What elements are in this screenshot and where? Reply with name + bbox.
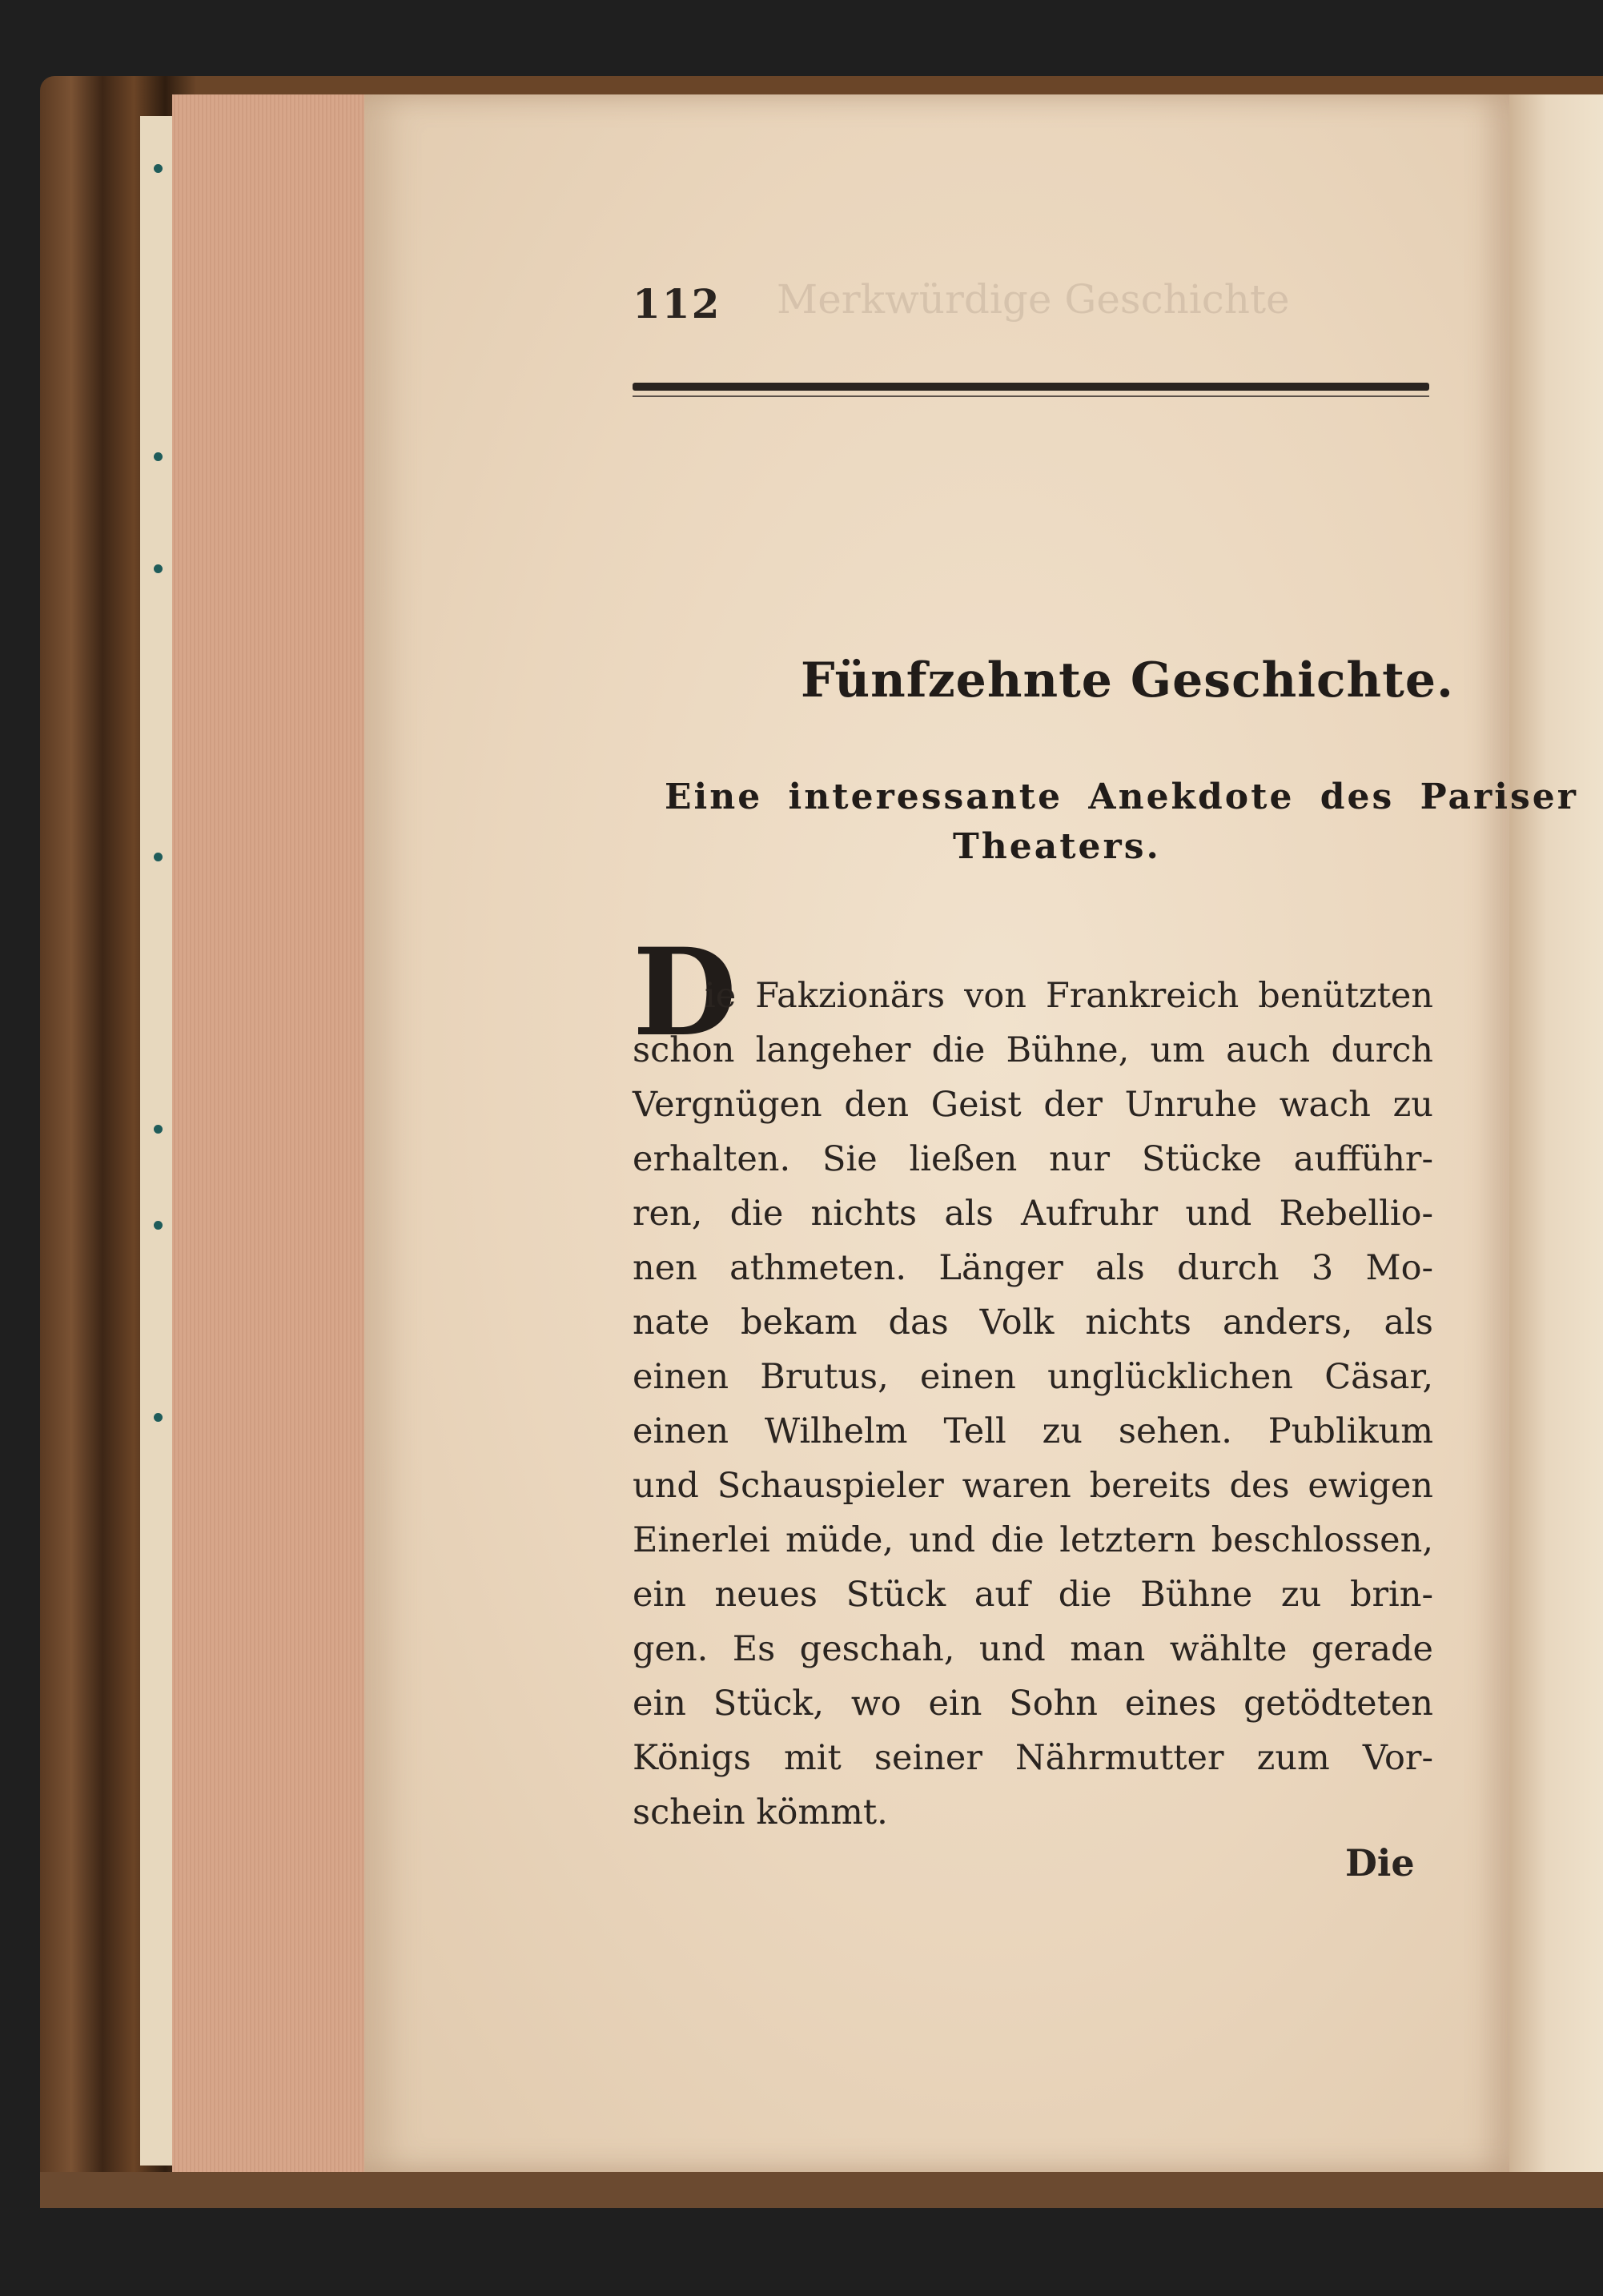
catchword: Die [1345,1841,1415,1885]
text-line: nate bekam das Volk nichts anders, als [633,1303,1433,1343]
spine-dot [154,564,163,573]
text-line: ie Fakzionärs von Frankreich benützten [705,976,1433,1016]
page-number: 112 [633,280,721,327]
bleed-through-text: Merkwürdige Geschichte [777,276,1290,323]
text-line: ein neues Stück auf die Bühne zu brin- [633,1575,1433,1615]
spine-dot [154,1221,163,1230]
text-line: Königs mit seiner Nährmutter zum Vor- [633,1738,1433,1778]
text-line: gen. Es geschah, und man wählte gerade [633,1629,1433,1669]
text-line: schein kömmt. [633,1792,888,1832]
spine-dot [154,1125,163,1134]
header-rule [633,383,1429,391]
spine-dot [154,853,163,861]
header-rule-thin [633,395,1429,397]
page-edges [172,94,364,2172]
drop-cap: D [633,922,737,1063]
spine-dot [154,1413,163,1422]
text-line: Vergnügen den Geist der Unruhe wach zu [633,1085,1433,1125]
text-line: schon langeher die Bühne, um auch durch [633,1030,1433,1070]
text-line: ren, die nichts als Aufruhr und Rebellio- [633,1194,1433,1234]
text-line: einen Brutus, einen unglücklichen Cäsar, [633,1357,1433,1397]
next-page-edge [1509,94,1603,2172]
chapter-title: Fünfzehnte Geschichte. [801,652,1454,708]
text-line: und Schauspieler waren bereits des ewigen [633,1466,1433,1506]
text-line: ein Stück, wo ein Sohn eines getödteten [633,1684,1433,1724]
spine-dot [154,164,163,173]
subtitle-line-1: Eine interessante Anekdote des Pariser [665,777,1578,817]
body-text [633,969,1433,1840]
text-line: Einerlei müde, und die letztern beschlossen, [633,1520,1433,1560]
text-line: nen athmeten. Länger als durch 3 Mo- [633,1248,1433,1288]
spine-dot [154,452,163,461]
text-line: erhalten. Sie ließen nur Stücke aufführ- [633,1139,1433,1179]
bottom-binding [40,2172,1603,2208]
subtitle-line-2: Theaters. [953,826,1161,867]
text-line: einen Wilhelm Tell zu sehen. Publikum [633,1411,1433,1451]
spine-strip [140,116,176,2166]
